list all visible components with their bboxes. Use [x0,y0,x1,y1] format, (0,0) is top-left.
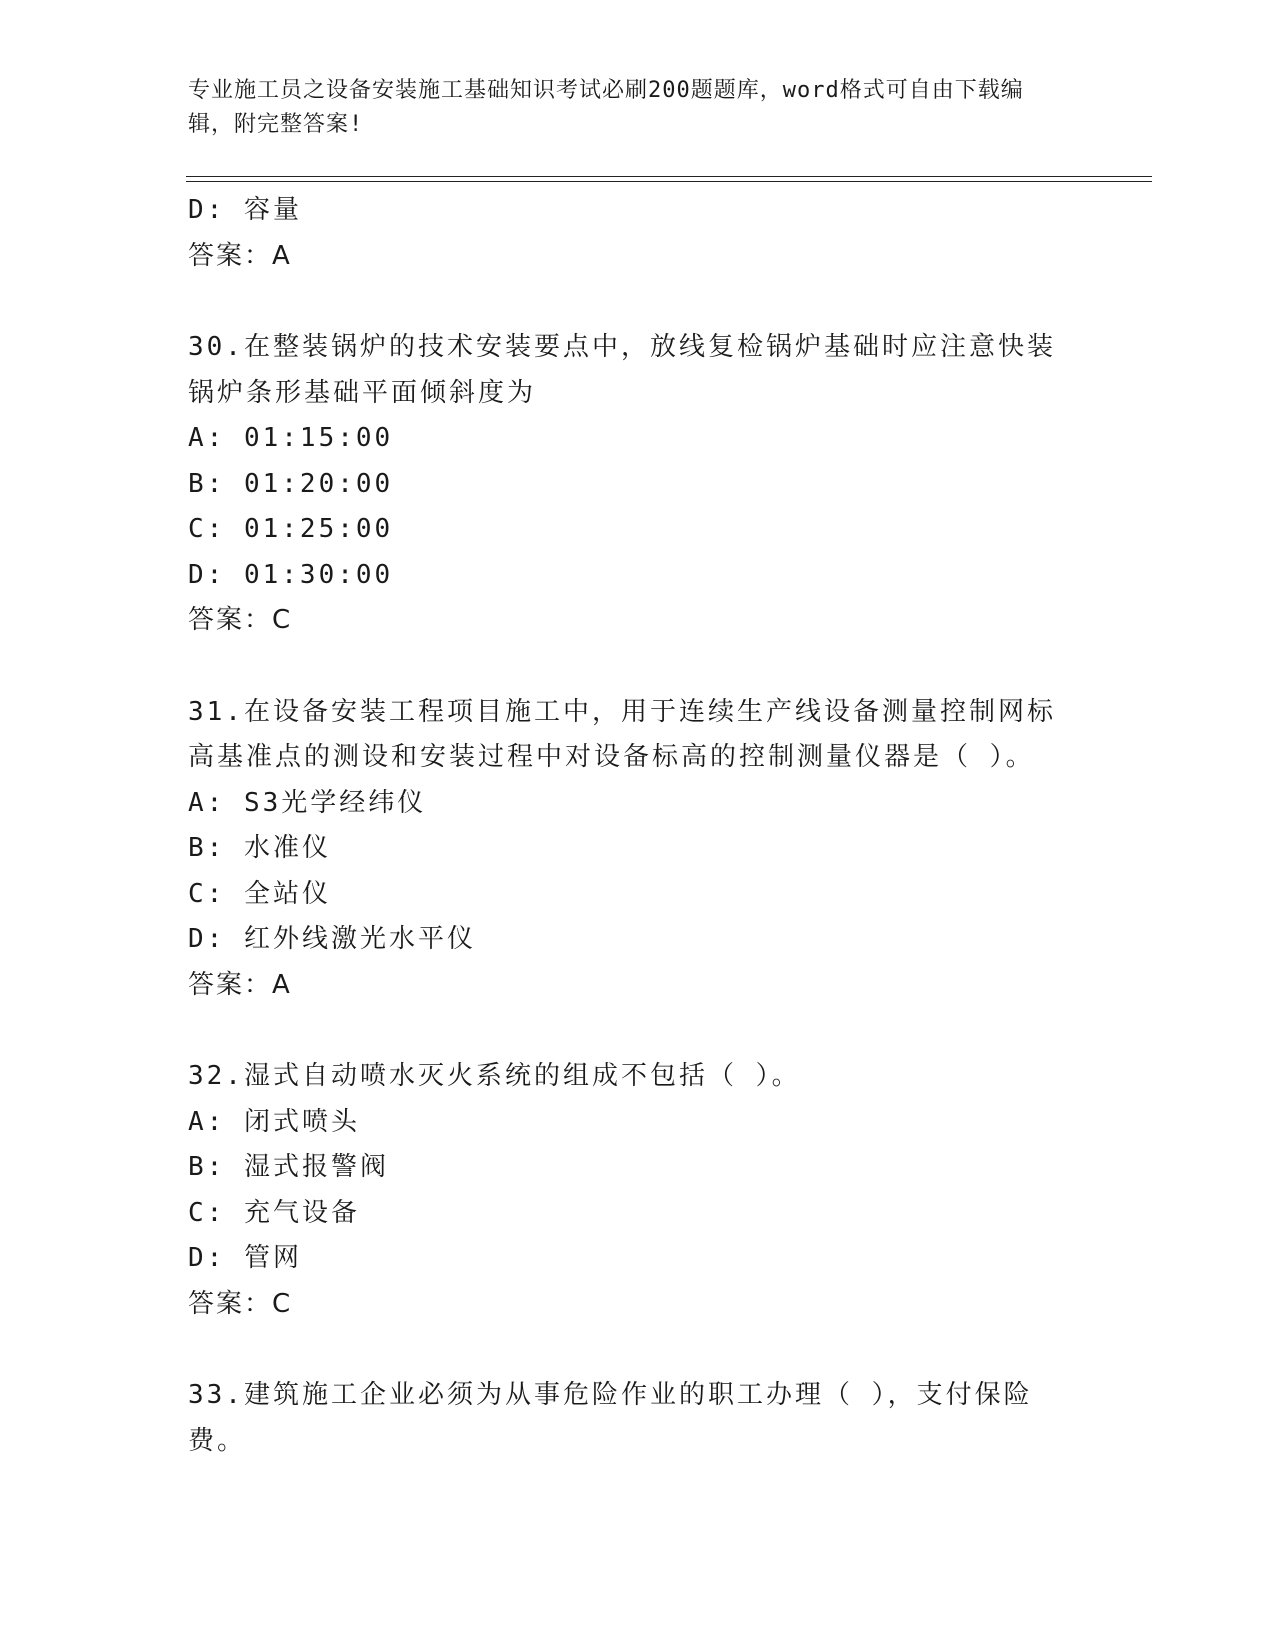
option-c: C: 充气设备 [188,1197,360,1228]
prev-option-d: D: 容量 [188,195,302,225]
answer: 答案：C [188,605,293,635]
question-stem: 32.湿式自动喷水灭火系统的组成不包括（ ）。 [188,1061,801,1091]
question-stem: 31.在设备安装工程项目施工中，用于连续生产线设备测量控制网标高基准点的测设和安装过程中对设备标高的控制测量仪器是（ ）。 [188,696,1056,772]
answer: 答案：C [188,1288,293,1319]
header-divider-bottom [186,181,1152,182]
question-stem: 30.在整装锅炉的技术安装要点中，放线复检锅炉基础时应注意快装锅炉条形基础平面倾斜度为 [188,332,1056,408]
option-d: D: 01:30:00 [188,559,394,590]
question-31 [188,690,1088,1009]
option-a: A: 01:15:00 [188,423,394,453]
question-33 [188,1373,1088,1464]
document-header: 专业施工员之设备安装施工基础知识考试必刷200题题库，word格式可自由下载编辑，附完整答案! [188,78,1024,137]
option-d: D: 红外线激光水平仪 [188,924,476,954]
question-stem: 33.建筑施工企业必须为从事危险作业的职工办理（ ），支付保险费。 [188,1380,1033,1456]
option-b: B: 01:20:00 [188,468,394,499]
question-32 [188,1054,1088,1327]
option-a: A: 闭式喷头 [188,1106,360,1137]
option-c: C: 全站仪 [188,878,331,909]
option-d: D: 管网 [188,1243,302,1273]
option-b: B: 水准仪 [188,833,331,863]
prev-answer: 答案：A [188,240,292,271]
option-c: C: 01:25:00 [188,514,394,544]
answer: 答案：A [188,969,292,1000]
question-30 [188,325,1088,644]
option-b: B: 湿式报警阀 [188,1152,389,1182]
document-body [188,188,1088,1464]
header-divider-top [186,176,1152,177]
option-a: A: S3光学经纬仪 [188,787,427,818]
